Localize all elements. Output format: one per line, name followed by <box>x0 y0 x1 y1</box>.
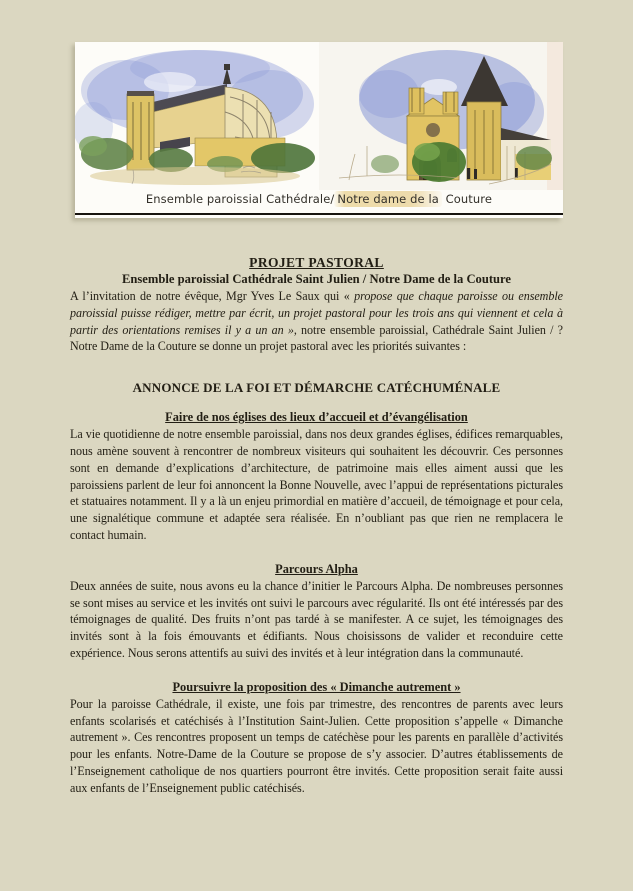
doc-title-text: PROJET PASTORAL <box>249 255 384 270</box>
watercolor-cathedral-saint-julien <box>75 42 319 190</box>
subsection-heading-accueil <box>70 409 563 426</box>
watercolor-notre-dame-couture <box>319 42 563 190</box>
subsection-heading-parcours-alpha-text: Parcours Alpha <box>275 561 358 576</box>
paintings-row <box>75 42 563 190</box>
document-body <box>70 254 563 797</box>
paragraph-parcours-alpha: Deux années de suite, nous avons eu la chance d’initier le Parcours Alpha. De nombreuses personnes se sont mises au service et les invités ont suivi le parcours avec régularité. Ils ont été intéressés par des témoignages de qualité. Des fruits n’ont pas tardé à se manifester. A ce sujet, les témoignages des invités sont à la fois émouvants et édifiants. Nous choisissons de valider et reconduire cette expérience. Nous serons attentifs au suivi des invités et à leur intégration dans la communauté. <box>70 578 563 660</box>
doc-subtitle: Ensemble paroissial Cathédrale Saint Julien / Notre Dame de la Couture <box>121 272 511 286</box>
subsection-heading-dimanche-autrement <box>70 679 563 696</box>
banner-bottom-rule <box>75 213 563 215</box>
banner-image <box>75 42 563 218</box>
paragraph-dimanche-autrement: Pour la paroisse Cathédrale, il existe, une fois par trimestre, des rencontres de parents avec leurs enfants scolarisés et catéchisés à l’Institution Saint-Julien. Cette proposition s’appelle « Dimanche autrement ». Ces rencontres proposent un temps de catéchèse pour les parents en parallèle d’activités pour les enfants. Notre-Dame de la Couture se propose de s’y associer. D’autres établissements de l’Enseignement catholique de nos quartiers pourront être invités. Cette proposition serait faite aussi aux enfants de l’Enseignement public catéchisés. <box>70 696 563 795</box>
subsection-heading-accueil-text: Faire de nos églises des lieux d’accueil et d’évangélisation <box>165 410 468 425</box>
doc-title <box>70 254 563 271</box>
bishop-quote: propose que chaque paroisse ou ensemble paroissial puisse rédiger, mettre par écrit, un projet pastoral pour les trois ans qui viennent et cela à partir des orientations remises il y a un an » <box>70 289 563 337</box>
subsection-heading-dimanche-autrement-text: Poursuivre la proposition des « Dimanche autrement » <box>172 679 461 694</box>
caption-text-highlighted: Notre dame de la <box>334 191 442 207</box>
caption-text-pre: Ensemble paroissial Cathédrale/ <box>145 192 335 206</box>
banner-caption <box>75 192 563 206</box>
intro-paragraph <box>70 288 563 355</box>
paragraph-accueil: La vie quotidienne de notre ensemble paroissial, dans nos deux grandes églises, édifices remarquables, nous amène souvent à rencontrer de nombreux visiteurs qui souhaitent les découvrir. Ces personnes sont en demande d’explications d’architecture, de patrimoine mais elles aiment aussi que les paroissiens parlent de leur foi annoncent la Bonne Nouvelle, avec l’appui de représentations picturales et statuaires notamment. Il y a là un enjeu primordial en matière d’accueil, de témoignage et pour cela, une signalétique commune et adaptée sera réalisée. En n’oubliant pas que rien ne remplacera le contact humain. <box>70 427 563 542</box>
caption-text-post: Couture <box>441 192 493 206</box>
intro-before-quote: A l’invitation de notre évêque, Mgr Yves Le Saux qui « <box>70 289 355 303</box>
section-heading-annonce-foi: ANNONCE DE LA FOI ET DÉMARCHE CATÉCHUMÉNALE <box>132 380 501 396</box>
intro-after-quote: , notre ensemble paroissial, Cathédrale Saint Julien / ? Notre Dame de la Couture se donne un projet pastoral avec les priorités suivantes : <box>70 322 563 354</box>
subsection-heading-parcours-alpha <box>70 561 563 578</box>
